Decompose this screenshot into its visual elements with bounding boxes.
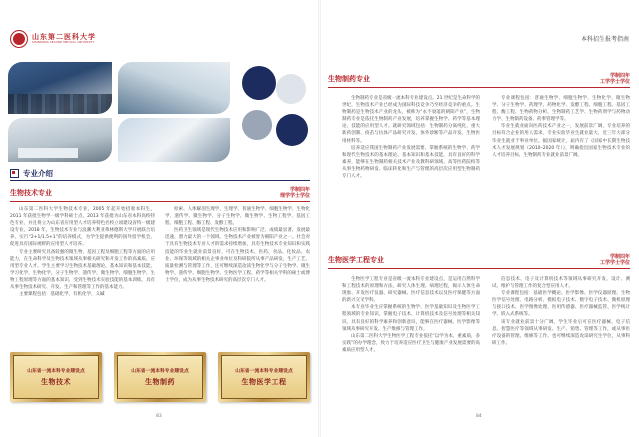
- paragraph: 培养适应我国生物制药产业发展需要、掌握系统的生物学、药学和现代生物技术的基本理论、基本知识和基本技能，具有良好的科学素养，能够在生物制药相关技术产业及教科研领域、高等医药院校等从事生物药物研发、临床转化和生产与管理的高层次应用型生物制药专门人才。: [342, 145, 480, 180]
- text-column-2: [492, 95, 630, 243]
- major-duration: 学制四年: [289, 187, 310, 193]
- paragraph: 本专业毕业生应掌握系统的生物学、医学基础知识及生物医学工程领域的专业知识，掌握电子技术、计算机技术及信号处理等相关知识，具有良好的科学素养和创新意识，能够在医疗器械、医学影像等领域从事研究开发、生产维修与管理工作。: [342, 305, 480, 332]
- major-duration: 学制四年: [609, 73, 630, 79]
- text-column-1: [342, 276, 480, 404]
- paragraph: 专业主要研究具备较强的微生物、基因工程及细胞工程等方面的应用能力，在生命科学及生物技术领域从事相关研究和开发工作的高素质、应用型专业人才。学生主要学习生物技术基础理论、基本知识和基本技能，学习化学、生物化学、分子生物学、遗传学、微生物学、细胞生物学、生物工程原理等方面的基本知识，受到生物技术实验技能的基本训练，具有从事生物技术研究、开发、生产和管理等工作的基本能力。: [10, 249, 155, 291]
- biopharma-text: [342, 95, 630, 243]
- major-degree: 理学学士学位: [279, 193, 310, 199]
- group-photo: [8, 62, 112, 114]
- page-number-left: 83: [156, 414, 162, 419]
- bme-text: [342, 276, 630, 404]
- page-number-right: 84: [476, 414, 482, 419]
- paragraph: 专业课程包括：基础医学概论、医学影像、医学仪器原理、生物医学信号处理、电路分析、模拟电子技术、数字电子技术、微机原理与接口技术、医学图像处理、医用传感器、医疗器械监管、医学统计学、嵌入式系统等。: [492, 291, 630, 318]
- section-title: 专业介绍: [23, 169, 53, 178]
- paragraph: 信息技术、电子及计算机技术等领域从事研究开发、设计、测试、维护与管理工作的复合型应用人才。: [492, 277, 630, 290]
- paragraph: 该专业就业前景十分广阔，学生毕业后可在医疗器械、电子信息、智慧医疗等领域从事研发、生产、销售、管理等工作，或从事医疗设备的管理、维修等工作，也可继续深造攻读研究生学位，从事科研工作。: [492, 319, 630, 346]
- major-degree: 工学学士学位: [599, 260, 630, 266]
- paragraph: 专业课程包括：普通生物学、细胞生物学、生物化学、微生物学、分子生物学、药理学、药物化学、发酵工程、细胞工程、基因工程、酶工程、生物药物分析、生物制药工艺学、生物药剂学与药物动力学、生物制药设备、药事管理学等。: [492, 96, 630, 123]
- major-title-bme: 生物医学工程专业: [328, 256, 384, 264]
- school-logo: [10, 30, 96, 48]
- award-plaque: [114, 352, 206, 402]
- paragraph: 生物制药专业是省级一流本科专业建设点。21 世纪是生命科学的世纪，生物技术产业已经成为国际科技竞争乃至经济竞争的重点。生物制药是生物技术产业的龙头，被称为“永不衰落的朝阳产业”，生物制药专业是依托生物制药产业发展，培养掌握生物学、药学等基本理论、技能的应用型人才。就研究领域包括：生物制药分离纯化、重大新药创制、疫苗与抗体产品研究开发、体外诊断等产品开发、生物医用材料等。: [342, 96, 480, 144]
- paragraph: 生物医学工程专业是省级一流本科专业建设点，是运用自然科学和工程技术的原理和方法，研究人体生理、病理过程，揭示人体生命现象、开发医疗仪器、研究器械、医疗信息技术以及医疗保健等方面的新兴交叉学科。: [342, 277, 480, 304]
- section-marker-icon: [10, 169, 19, 178]
- plaque-caption: 山东省一流本科专业建设点: [131, 369, 189, 374]
- major-rule: [328, 268, 630, 269]
- biotech-text: [10, 206, 310, 348]
- section-heading: [10, 168, 53, 179]
- plaque-caption: 山东省一流本科专业建设点: [27, 369, 85, 374]
- major-meta-biopharma: [600, 73, 630, 85]
- right-page: [320, 0, 639, 437]
- lab-photo-bottom-left: [8, 118, 112, 162]
- major-meta-biotech: [280, 187, 310, 199]
- plaque-caption: 山东省一流本科专业建设点: [235, 369, 293, 374]
- decorative-circles: [236, 66, 312, 162]
- photo-collage: [8, 62, 230, 162]
- school-seal-icon: [10, 30, 28, 48]
- text-column-2: [165, 206, 310, 348]
- school-name-cn: 山东第二医科大学: [32, 33, 96, 41]
- major-duration: 学制四年: [609, 254, 630, 260]
- paragraph: 山东第二医科大学生物医学工程专业依托“以学为本，重素质，多实践”的办学理念，致力于培养适应医疗卫生与健康产业发展需要的高素质应用型人才。: [342, 333, 480, 353]
- major-degree: 工学学士学位: [599, 79, 630, 85]
- plaque-major: 生物制药: [145, 378, 175, 386]
- school-name-en: SHANDONG SECOND MEDICAL UNIVERSITY: [32, 41, 95, 44]
- major-title-biopharma: 生物制药专业: [328, 75, 370, 83]
- award-plaque: [218, 352, 310, 402]
- major-meta-bme: [600, 254, 630, 266]
- paragraph: 主要课程包括：基础化学、有机化学、义碱: [19, 292, 105, 298]
- major-rule: [10, 201, 310, 202]
- text-column-1: [342, 95, 480, 243]
- lab-photo-top: [118, 62, 230, 114]
- text-column-1: [10, 206, 155, 348]
- text-column-2: [492, 276, 630, 404]
- award-plaques: [10, 352, 310, 406]
- plaque-major: 生物技术: [41, 378, 71, 386]
- guide-title: 本科招生报考指南: [580, 36, 629, 43]
- award-plaque: [10, 352, 102, 402]
- left-page: [0, 0, 319, 437]
- major-title-biotech: 生物技术专业: [10, 189, 52, 197]
- paragraph: 毕业生就业面向医药技术产业之一，发展前景广阔，专业培养的目标符合企业的用人需求，专业实验毕业生就业量大，近三年大部分毕业生就业于事业单位。据国家统计，届内有了《国家中长期生物技术人才发展规划（2010–2020 年）》，明确指出国家生物技术专业的人才培养目标，生物制药专业就业前景广阔。: [492, 124, 630, 158]
- paragraph: 检索、人体解剖生理学、生理学、普通生物学、细胞生物学、生物化学、遗传学、微生物学、分子生物学、微生物学、生物工程学、基因工程、细胞工程、酶工程、发酵工程。: [165, 207, 310, 227]
- section-rule: [10, 180, 310, 181]
- lab-photo-bottom-right: [118, 118, 230, 162]
- paragraph: 医药卫生领域是现代生物技术应用和影响广泛、成绩最显著、发展最迅速、潜力最大的一个领域，生物技术产业被誉为朝阳产业之一。社会对于具有生物技术专业人才的需求持续增加，具有生物技术专业知识和实践技能的毕业生就业前景良好，可在生物技术、医药、食品、化妆品、农业、环保等领域的相关企事业单位及科研院所从事产品研发、生产工艺、质量检测与管理等工作，还可继续深造攻读生物化学与分子生物学、微生物学、遗传学、细胞生物学、生物医学工程、药学等相关学科的硕士或博士学位，成为从事生物技术研究的高层次专门人才。: [165, 228, 310, 283]
- major-rule: [328, 87, 630, 88]
- plaque-major: 生物医学工程: [241, 378, 287, 386]
- paragraph: 山东第二医科大学生物技术专业，2005 年起开始招收本科生，2011 年获批生物学一级学科硕士点，2013 年获批为山东省本科高校特色专业，并且将立为山东省应用型人才培养特色名校立项建设省特一级建设专业。2018 年，生物技术专业与浪潮大利亚弗林德斯大学开展联合培养，实行“2+1/1.5+1”的培养模式，为学生提供便利的国外留学机会，促进具有国际视野的应用型人才培养。: [10, 207, 155, 248]
